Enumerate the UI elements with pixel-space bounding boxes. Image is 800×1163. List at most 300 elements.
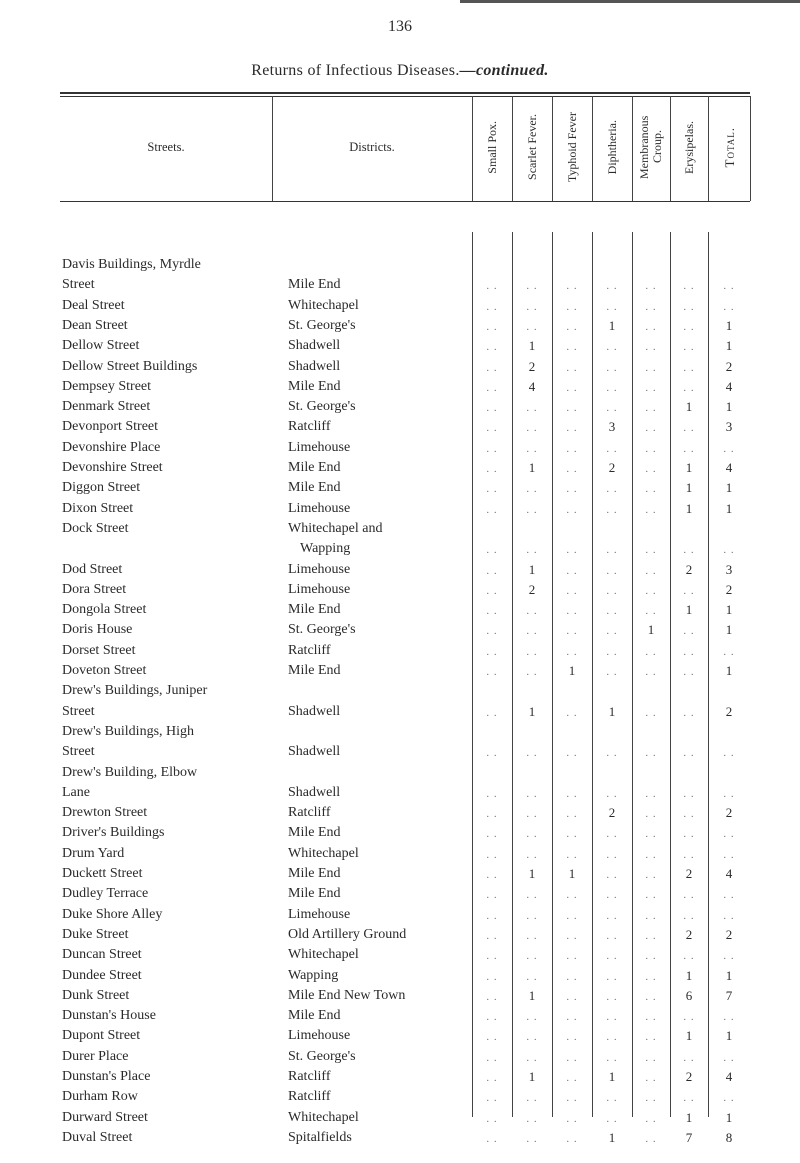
count-cell: . . bbox=[486, 483, 498, 496]
street-name: Devonshire Place bbox=[62, 439, 161, 455]
district-name: Mile End bbox=[288, 378, 341, 394]
count-cell: . . bbox=[606, 828, 618, 841]
count-cell: . . bbox=[645, 1112, 657, 1125]
count-cell: 1 bbox=[608, 1069, 616, 1084]
count-cell: . . bbox=[566, 381, 578, 394]
title-text: Returns of Infectious Diseases. bbox=[251, 62, 460, 79]
count-cell: . . bbox=[566, 706, 578, 719]
header-scarlet-fever: Scarlet Fever. bbox=[524, 114, 539, 180]
count-cell: . . bbox=[723, 1011, 735, 1024]
count-cell: . . bbox=[526, 422, 538, 435]
district-name: Mile End bbox=[288, 460, 341, 475]
count-cell: . . bbox=[606, 909, 618, 922]
count-cell: . . bbox=[645, 747, 657, 760]
count-cell: 2 bbox=[725, 581, 733, 597]
count-cell: . . bbox=[566, 645, 578, 658]
count-cell: . . bbox=[526, 605, 538, 618]
count-cell: . . bbox=[683, 787, 695, 800]
district-name: Shadwell bbox=[288, 338, 341, 354]
count-cell: 2 bbox=[608, 460, 616, 475]
count-cell: 1 bbox=[568, 663, 576, 678]
count-cell: 1 bbox=[528, 987, 536, 1003]
street-name: Dorset Street bbox=[62, 642, 136, 658]
count-cell: 2 bbox=[685, 1069, 693, 1084]
count-cell: 1 bbox=[568, 866, 576, 881]
street-name: Dempsey Street bbox=[62, 378, 152, 394]
count-cell: . . bbox=[606, 950, 618, 963]
count-cell: . . bbox=[526, 929, 538, 942]
count-cell: . . bbox=[645, 666, 657, 678]
count-cell: . . bbox=[566, 625, 578, 638]
street-name: Driver's Buildings bbox=[62, 825, 165, 841]
count-cell: . . bbox=[606, 584, 618, 597]
count-cell: . . bbox=[566, 990, 578, 1003]
district-name: Whitechapel bbox=[288, 845, 359, 861]
count-cell: 1 bbox=[725, 480, 733, 496]
district-name-continued: Wapping bbox=[300, 541, 351, 557]
count-cell: . . bbox=[486, 564, 498, 577]
district-name: Ratcliff bbox=[288, 1069, 331, 1084]
street-name: Durer Place bbox=[62, 1048, 129, 1064]
count-cell: . . bbox=[645, 1011, 657, 1024]
count-cell: . . bbox=[683, 645, 695, 658]
count-cell: . . bbox=[683, 381, 695, 394]
count-cell: . . bbox=[486, 747, 498, 760]
count-cell: 2 bbox=[608, 805, 616, 821]
count-cell: . . bbox=[526, 483, 538, 496]
count-cell: 1 bbox=[725, 317, 733, 333]
street-name-continued: Street bbox=[62, 703, 95, 719]
count-cell: . . bbox=[683, 909, 695, 922]
count-cell: 2 bbox=[685, 866, 693, 881]
count-cell: 2 bbox=[725, 926, 733, 942]
count-cell: . . bbox=[723, 787, 735, 800]
count-cell: . . bbox=[566, 1112, 578, 1125]
district-name: Ratcliff bbox=[288, 1089, 331, 1105]
street-name: Dupont Street bbox=[62, 1028, 141, 1044]
count-cell: 1 bbox=[725, 399, 733, 415]
count-cell: . . bbox=[723, 909, 735, 922]
street-name: Dunstan's House bbox=[62, 1008, 156, 1024]
count-cell: . . bbox=[645, 1031, 657, 1044]
count-cell: . . bbox=[566, 584, 578, 597]
count-cell: . . bbox=[645, 341, 657, 354]
street-name-continued: Street bbox=[62, 744, 95, 760]
count-cell: 1 bbox=[528, 703, 536, 719]
street-name: Dod Street bbox=[62, 561, 123, 577]
street-name: Dunstan's Place bbox=[62, 1069, 151, 1084]
count-cell: 2 bbox=[685, 561, 693, 577]
header-small-pox: Small Pox. bbox=[484, 120, 499, 174]
count-cell: . . bbox=[606, 889, 618, 902]
count-cell: . . bbox=[606, 1011, 618, 1024]
count-cell: . . bbox=[526, 1011, 538, 1024]
count-cell: . . bbox=[606, 747, 618, 760]
count-cell: 1 bbox=[725, 663, 733, 678]
count-cell: . . bbox=[683, 625, 695, 638]
count-cell: . . bbox=[645, 909, 657, 922]
count-cell: . . bbox=[566, 808, 578, 821]
count-cell: . . bbox=[526, 848, 538, 861]
count-cell: . . bbox=[566, 1072, 578, 1084]
count-cell: . . bbox=[606, 605, 618, 618]
count-cell: . . bbox=[566, 1051, 578, 1064]
count-cell: 4 bbox=[725, 378, 733, 394]
header-diphtheria: Diphtheria. bbox=[604, 119, 619, 175]
count-cell: . . bbox=[526, 1031, 538, 1044]
count-cell: . . bbox=[606, 442, 618, 455]
district-name: Ratcliff bbox=[288, 642, 331, 658]
count-cell: . . bbox=[645, 1051, 657, 1064]
count-cell: . . bbox=[526, 1132, 538, 1145]
count-cell: . . bbox=[486, 828, 498, 841]
count-cell: . . bbox=[486, 361, 498, 374]
count-cell: 1 bbox=[725, 967, 733, 983]
count-cell: . . bbox=[645, 442, 657, 455]
count-cell: . . bbox=[683, 341, 695, 354]
count-cell: . . bbox=[645, 645, 657, 658]
district-name: Mile End bbox=[288, 886, 341, 902]
count-cell: . . bbox=[683, 950, 695, 963]
count-cell: . . bbox=[526, 909, 538, 922]
count-cell: . . bbox=[606, 503, 618, 516]
header-streets: Streets. bbox=[147, 139, 185, 154]
count-cell: . . bbox=[645, 929, 657, 942]
count-cell: 4 bbox=[725, 1069, 733, 1084]
count-cell: . . bbox=[486, 463, 498, 475]
count-cell: . . bbox=[526, 808, 538, 821]
count-cell: 1 bbox=[685, 602, 693, 618]
count-cell: . . bbox=[645, 1132, 657, 1145]
district-name: St. George's bbox=[288, 399, 356, 415]
count-cell: 1 bbox=[725, 622, 733, 638]
count-cell: 1 bbox=[685, 500, 693, 516]
street-name: Drum Yard bbox=[62, 845, 125, 861]
street-name: Denmark Street bbox=[62, 399, 151, 415]
district-name-continued: Shadwell bbox=[288, 744, 341, 760]
count-cell: . . bbox=[723, 848, 735, 861]
count-cell: . . bbox=[645, 706, 657, 719]
page-number: 136 bbox=[388, 18, 412, 35]
count-cell: . . bbox=[645, 422, 657, 435]
count-cell: . . bbox=[645, 889, 657, 902]
count-cell: . . bbox=[683, 320, 695, 333]
count-cell: . . bbox=[526, 1092, 538, 1105]
count-cell: . . bbox=[645, 381, 657, 394]
count-cell: . . bbox=[606, 361, 618, 374]
count-cell: . . bbox=[683, 300, 695, 313]
count-cell: . . bbox=[526, 1112, 538, 1125]
count-cell: . . bbox=[683, 280, 695, 293]
header-districts: Districts. bbox=[349, 139, 395, 154]
header-column-rule bbox=[632, 96, 633, 201]
header-typhoid-fever: Typhoid Fever bbox=[564, 111, 579, 183]
header-top-rule bbox=[60, 92, 750, 94]
header-column-rule bbox=[472, 96, 473, 201]
district-name: Whitechapel bbox=[288, 947, 359, 963]
count-cell: . . bbox=[566, 463, 578, 475]
count-cell: 3 bbox=[725, 561, 733, 577]
count-cell: . . bbox=[486, 666, 498, 678]
count-cell: . . bbox=[566, 1011, 578, 1024]
count-cell: . . bbox=[645, 869, 657, 881]
district-name: Mile End bbox=[288, 825, 341, 841]
count-cell: . . bbox=[645, 320, 657, 333]
count-cell: 2 bbox=[725, 358, 733, 374]
header-bottom-rule bbox=[60, 201, 750, 202]
count-cell: . . bbox=[486, 605, 498, 618]
header-membranous-croup: Membranous Croup. bbox=[637, 115, 664, 179]
district-name: Mile End bbox=[288, 866, 341, 881]
district-name: Whitechapel bbox=[288, 1109, 359, 1125]
count-cell: . . bbox=[723, 828, 735, 841]
count-cell: . . bbox=[486, 1072, 498, 1084]
count-cell: . . bbox=[723, 889, 735, 902]
count-cell: . . bbox=[683, 442, 695, 455]
count-cell: . . bbox=[606, 1092, 618, 1105]
title-suffix: —continued. bbox=[459, 62, 549, 79]
header-column-rule bbox=[272, 96, 273, 201]
count-cell: 1 bbox=[528, 460, 536, 475]
street-name: Dixon Street bbox=[62, 500, 134, 516]
count-cell: 4 bbox=[528, 378, 536, 394]
street-name: Durward Street bbox=[62, 1109, 148, 1125]
header-erysipelas: Erysipelas. bbox=[681, 120, 696, 174]
count-cell: . . bbox=[486, 422, 498, 435]
header-column-rule bbox=[670, 96, 671, 201]
street-name: Duke Street bbox=[62, 926, 129, 942]
count-cell: . . bbox=[683, 422, 695, 435]
district-name: Whitechapel and bbox=[288, 520, 383, 536]
district-name: St. George's bbox=[288, 317, 356, 333]
count-cell: . . bbox=[606, 848, 618, 861]
street-name: Dudley Terrace bbox=[62, 886, 149, 902]
count-cell: . . bbox=[606, 990, 618, 1003]
district-name-continued: Mile End bbox=[288, 277, 341, 293]
count-cell: 1 bbox=[528, 338, 536, 354]
district-name: Shadwell bbox=[288, 358, 341, 374]
district-name: Mile End bbox=[288, 1008, 341, 1024]
count-cell: . . bbox=[606, 869, 618, 881]
street-name: Devonport Street bbox=[62, 419, 159, 435]
street-name: Dora Street bbox=[62, 581, 127, 597]
count-cell: 1 bbox=[685, 1028, 693, 1044]
count-cell: . . bbox=[486, 1011, 498, 1024]
count-cell: . . bbox=[683, 747, 695, 760]
count-cell: . . bbox=[526, 889, 538, 902]
count-cell: . . bbox=[606, 483, 618, 496]
count-cell: . . bbox=[566, 605, 578, 618]
count-cell: . . bbox=[683, 848, 695, 861]
count-cell: 6 bbox=[685, 987, 693, 1003]
count-cell: . . bbox=[486, 950, 498, 963]
count-cell: . . bbox=[645, 808, 657, 821]
street-name: Drewton Street bbox=[62, 805, 148, 821]
count-cell: . . bbox=[486, 970, 498, 983]
count-cell: . . bbox=[486, 584, 498, 597]
count-cell: . . bbox=[683, 1051, 695, 1064]
count-cell: . . bbox=[486, 341, 498, 354]
count-cell: . . bbox=[683, 584, 695, 597]
count-cell: . . bbox=[606, 564, 618, 577]
count-cell: 1 bbox=[528, 561, 536, 577]
count-cell: . . bbox=[723, 1092, 735, 1105]
district-name: Limehouse bbox=[288, 581, 351, 597]
count-cell: . . bbox=[645, 544, 657, 557]
count-cell: . . bbox=[723, 280, 735, 293]
count-cell: 4 bbox=[725, 866, 733, 881]
district-name-continued: Shadwell bbox=[288, 703, 341, 719]
street-name: Drew's Building, Elbow bbox=[62, 764, 198, 780]
count-cell: 1 bbox=[685, 1109, 693, 1125]
count-cell: 1 bbox=[725, 500, 733, 516]
count-cell: . . bbox=[606, 1112, 618, 1125]
count-cell: 1 bbox=[725, 338, 733, 354]
count-cell: . . bbox=[566, 442, 578, 455]
count-cell: . . bbox=[526, 747, 538, 760]
count-cell: . . bbox=[645, 950, 657, 963]
header-total: Total. bbox=[721, 126, 737, 168]
district-name: Mile End bbox=[288, 480, 341, 496]
count-cell: . . bbox=[566, 1031, 578, 1044]
count-cell: . . bbox=[606, 341, 618, 354]
count-cell: . . bbox=[486, 706, 498, 719]
count-cell: . . bbox=[486, 990, 498, 1003]
count-cell: . . bbox=[486, 544, 498, 557]
page-title bbox=[0, 62, 800, 80]
count-cell: . . bbox=[486, 808, 498, 821]
count-cell: . . bbox=[486, 869, 498, 881]
count-cell: . . bbox=[566, 361, 578, 374]
street-name: Devonshire Street bbox=[62, 460, 163, 475]
count-cell: . . bbox=[486, 645, 498, 658]
count-cell: . . bbox=[606, 666, 618, 678]
street-name: Dundee Street bbox=[62, 967, 142, 983]
count-cell: . . bbox=[526, 645, 538, 658]
street-name-continued: Street bbox=[62, 277, 95, 293]
count-cell: . . bbox=[486, 503, 498, 516]
district-name: Mile End bbox=[288, 602, 341, 618]
count-cell: 1 bbox=[685, 399, 693, 415]
count-cell: 1 bbox=[685, 460, 693, 475]
count-cell: . . bbox=[723, 544, 735, 557]
count-cell: . . bbox=[486, 280, 498, 293]
count-cell: . . bbox=[645, 564, 657, 577]
count-cell: . . bbox=[526, 970, 538, 983]
count-cell: . . bbox=[486, 625, 498, 638]
count-cell: . . bbox=[566, 280, 578, 293]
count-cell: . . bbox=[566, 341, 578, 354]
header-column-rule bbox=[552, 96, 553, 201]
count-cell: 8 bbox=[725, 1129, 733, 1145]
count-cell: . . bbox=[526, 503, 538, 516]
district-name: St. George's bbox=[288, 1048, 356, 1064]
count-cell: 2 bbox=[528, 581, 536, 597]
district-name: Spitalfields bbox=[288, 1129, 352, 1145]
count-cell: . . bbox=[723, 442, 735, 455]
count-cell: . . bbox=[526, 300, 538, 313]
street-name: Doveton Street bbox=[62, 663, 147, 678]
count-cell: . . bbox=[683, 706, 695, 719]
count-cell: . . bbox=[683, 544, 695, 557]
street-name: Doris House bbox=[62, 622, 133, 638]
count-cell: . . bbox=[566, 970, 578, 983]
street-name: Dean Street bbox=[62, 317, 128, 333]
count-cell: . . bbox=[486, 442, 498, 455]
street-name-continued: Lane bbox=[62, 784, 90, 800]
street-name: Dunk Street bbox=[62, 987, 130, 1003]
count-cell: . . bbox=[645, 787, 657, 800]
count-cell: 1 bbox=[647, 622, 655, 638]
count-cell: . . bbox=[606, 625, 618, 638]
count-cell: 1 bbox=[608, 317, 616, 333]
header-column-rule bbox=[750, 96, 751, 201]
count-cell: 1 bbox=[528, 866, 536, 881]
count-cell: . . bbox=[645, 584, 657, 597]
street-name: Deal Street bbox=[62, 297, 125, 313]
count-cell: . . bbox=[723, 300, 735, 313]
street-name: Duncan Street bbox=[62, 947, 142, 963]
district-name: Limehouse bbox=[288, 906, 351, 922]
count-cell: . . bbox=[566, 402, 578, 415]
count-cell: . . bbox=[486, 889, 498, 902]
count-cell: . . bbox=[566, 320, 578, 333]
count-cell: . . bbox=[566, 422, 578, 435]
count-cell: . . bbox=[566, 828, 578, 841]
district-name: Limehouse bbox=[288, 1028, 351, 1044]
count-cell: 2 bbox=[685, 926, 693, 942]
count-cell: 2 bbox=[725, 805, 733, 821]
count-cell: . . bbox=[486, 1112, 498, 1125]
count-cell: . . bbox=[486, 929, 498, 942]
street-name: Davis Buildings, Myrdle bbox=[62, 257, 201, 272]
count-cell: . . bbox=[606, 402, 618, 415]
count-cell: . . bbox=[486, 320, 498, 333]
count-cell: . . bbox=[606, 929, 618, 942]
count-cell: . . bbox=[645, 848, 657, 861]
count-cell: . . bbox=[645, 1072, 657, 1084]
count-cell: 1 bbox=[608, 1129, 616, 1145]
street-name: Drew's Buildings, Juniper bbox=[62, 683, 208, 699]
count-cell: . . bbox=[606, 381, 618, 394]
count-cell: . . bbox=[723, 1051, 735, 1064]
district-name: Limehouse bbox=[288, 500, 351, 516]
count-cell: . . bbox=[566, 483, 578, 496]
count-cell: . . bbox=[645, 970, 657, 983]
count-cell: 3 bbox=[608, 419, 616, 435]
count-cell: . . bbox=[645, 402, 657, 415]
count-cell: 4 bbox=[725, 460, 733, 475]
count-cell: . . bbox=[606, 645, 618, 658]
district-name: Whitechapel bbox=[288, 297, 359, 313]
count-cell: . . bbox=[723, 645, 735, 658]
count-cell: . . bbox=[526, 402, 538, 415]
count-cell: . . bbox=[486, 1051, 498, 1064]
header-column-rule bbox=[512, 96, 513, 201]
count-cell: . . bbox=[683, 666, 695, 678]
count-cell: . . bbox=[723, 950, 735, 963]
top-rule bbox=[460, 0, 800, 3]
count-cell: . . bbox=[645, 503, 657, 516]
count-cell: . . bbox=[526, 320, 538, 333]
count-cell: . . bbox=[683, 808, 695, 821]
district-name: Ratcliff bbox=[288, 419, 331, 435]
district-name: Wapping bbox=[288, 967, 339, 983]
count-cell: . . bbox=[683, 1092, 695, 1105]
count-cell: 7 bbox=[725, 987, 733, 1003]
count-cell: . . bbox=[645, 483, 657, 496]
count-cell: . . bbox=[526, 280, 538, 293]
